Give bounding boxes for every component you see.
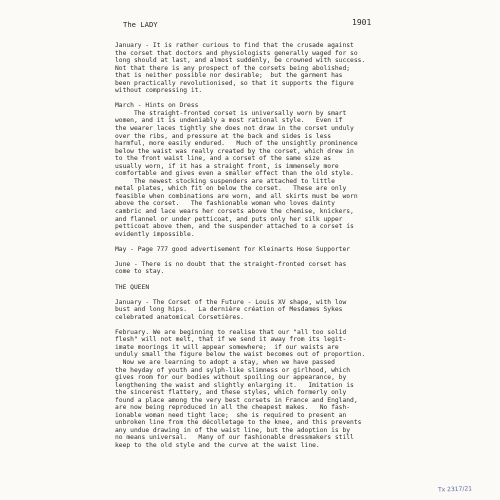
text-line: usually worn, if it has a straight front, is immensely more <box>115 162 339 170</box>
text-line: the sincerest flattery, and these styles, which formerly only <box>115 389 347 397</box>
paragraph <box>115 246 475 254</box>
text-line: keep to the old style and the curve at the waist line. <box>115 441 320 449</box>
paragraph-gap <box>115 238 475 246</box>
text-line: lengthening the waist and slightly enlarging it. Imitation is <box>115 381 354 389</box>
text-line: no means universal. Many of our fashionable dressmakers still <box>115 434 354 442</box>
paragraph <box>115 299 475 322</box>
text-line: the wearer laces tightly she does not draw in the corset unduly <box>115 125 354 133</box>
handwritten-reference-mark: Tx 2317/21 <box>437 485 473 494</box>
paragraph <box>115 42 475 95</box>
text-line: The newest stocking suspenders are attached to little <box>115 177 335 185</box>
text-line: January - The Corset of the Future - Louis XV shape, with low <box>115 298 347 306</box>
text-line: unduly small the figure below the waist becomes out of proportion. <box>115 351 366 359</box>
text-line: over the ribs, and pressure at the back and sides is less <box>115 132 332 140</box>
text-line: June - There is no doubt that the straight-fronted corset has <box>115 260 347 268</box>
text-line: The straight-fronted corset is universally worn by smart <box>115 109 347 117</box>
text-line: March - Hints on Dress <box>115 102 199 110</box>
text-line: below the waist was really created by the corset, which drew in <box>115 147 354 155</box>
paragraph-gap <box>115 95 475 103</box>
header-year: 1901 <box>352 18 372 27</box>
document-body <box>115 42 475 450</box>
text-line: petticoat above them, and the suspender attached to a corset is <box>115 223 354 231</box>
text-line: unbroken line from the décolletage to the knee, and this prevents <box>115 419 362 427</box>
text-line: long should at last, and almost suddenly, be crowned with success. <box>115 57 366 65</box>
text-line: harmful, more easily endured. Much of the unsightly prominence <box>115 140 358 148</box>
text-line: above the corset. The fashionable woman who loves dainty <box>115 200 335 208</box>
text-line: without compressing it. <box>115 87 203 95</box>
paragraph <box>115 261 475 276</box>
header-title: The LADY <box>123 20 158 29</box>
text-line: that is neither possible nor desirable; but the garment has <box>115 72 343 80</box>
paragraph-gap <box>115 276 475 284</box>
text-line: THE QUEEN <box>115 283 150 291</box>
paragraph-gap <box>115 291 475 299</box>
text-line: the corset that doctors and physiologists generally waged for so <box>115 49 358 57</box>
text-line: bust and long hips. La dernière création of Mesdames Sykes <box>115 306 343 314</box>
paragraph <box>115 329 475 450</box>
text-line: flesh" will not melt, that if we send it away from its legit- <box>115 336 347 344</box>
text-line: celebrated anatomical Corsetières. <box>115 313 244 321</box>
text-line: evidently impossible. <box>115 230 195 238</box>
text-line: and flannel or under petticoat, and puts only her silk upper <box>115 215 343 223</box>
text-line: May - Page 777 good advertisement for Kleinarts Hose Supporter <box>115 245 351 253</box>
text-line: January - It is rather curious to find that the crusade against <box>115 42 354 49</box>
paragraph <box>115 284 475 292</box>
text-line: are now being reproduced in all the cheapest makes. No fash- <box>115 404 351 412</box>
text-line: cambric and lace wears her corsets above the chemise, knickers, <box>115 208 354 216</box>
text-line: any undue drawing in of the waist line, but the adoption is by <box>115 426 351 434</box>
text-line: to the front waist line, and a corset of the same size as <box>115 155 332 163</box>
paragraph-gap <box>115 321 475 329</box>
text-line: women, and it is undeniably a most rational style. Even if <box>115 117 343 125</box>
text-line: imate moorings it will appear somewhere; if our waists are <box>115 343 339 351</box>
text-line: February. We are beginning to realise that our "all too solid <box>115 328 347 336</box>
text-line: found a place among the very best corsets in France and England, <box>115 396 358 404</box>
text-line: Now we are learning to adopt a stay, when we have passed <box>115 358 335 366</box>
text-line: ionable woman need tight lace; she is required to present an <box>115 411 347 419</box>
text-line: metal plates, which fit on below the corset. These are only <box>115 185 347 193</box>
text-line: the heyday of youth and sylph-like slimness or girlhood, which <box>115 366 351 374</box>
text-line: Not that there is any prospect of the corsets being abolished; <box>115 64 351 72</box>
paragraph-gap <box>115 253 475 261</box>
text-line: comfortable and gives even a smaller effect than the old style. <box>115 170 354 178</box>
text-line: feasible when combinations are worn, and all skirts must be worn <box>115 192 358 200</box>
text-line: been practically revolutionised, so that it supports the figure <box>115 79 354 87</box>
paragraph <box>115 102 475 238</box>
text-line: come to stay. <box>115 268 165 276</box>
text-line: gives room for our bodies without spoiling our appearance, by <box>115 374 347 382</box>
